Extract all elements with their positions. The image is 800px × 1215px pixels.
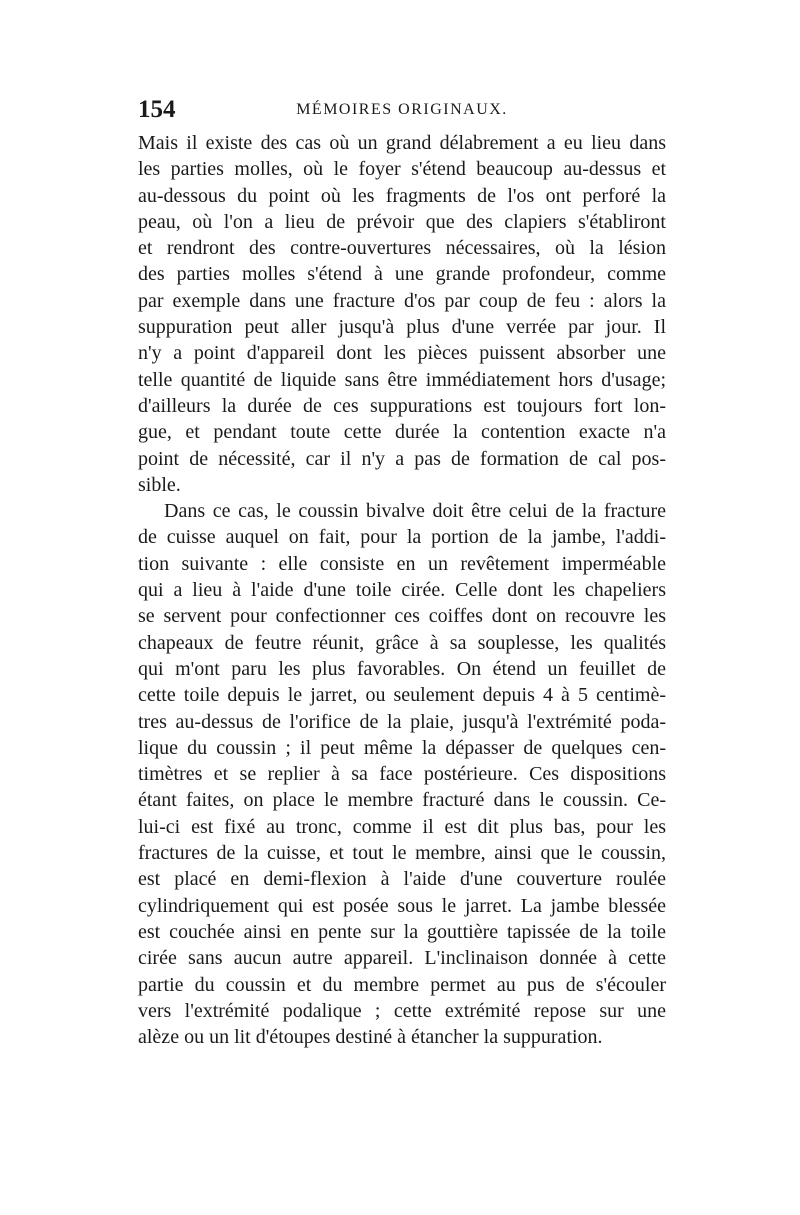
text-line: se servent pour confectionner ces coiffes dont on recouvre les bbox=[138, 605, 666, 628]
text-line: tres au-dessus de l'orifice de la plaie, jusqu'à l'extrémité poda- bbox=[138, 710, 666, 733]
text-line: cirée sans aucun autre appareil. L'inclinaison donnée à cette bbox=[138, 947, 666, 970]
text-line: lique du coussin ; il peut même la dépasser de quelques cen- bbox=[138, 736, 666, 759]
text-line: est couchée ainsi en pente sur la gouttière tapissée de la toile bbox=[138, 920, 666, 943]
text-line: les parties molles, où le foyer s'étend beaucoup au-dessus et bbox=[138, 158, 666, 181]
text-line: suppuration peut aller jusqu'à plus d'une verrée par jour. Il bbox=[138, 316, 666, 339]
text-line: gue, et pendant toute cette durée la contention exacte n'a bbox=[138, 421, 666, 444]
text-line: partie du coussin et du membre permet au pus de s'écouler bbox=[138, 973, 666, 996]
text-line: peau, où l'on a lieu de prévoir que des clapiers s'établiront bbox=[138, 210, 666, 233]
paragraph bbox=[138, 498, 666, 1050]
text-line: lui-ci est fixé au tronc, comme il est dit plus bas, pour les bbox=[138, 815, 666, 838]
text-line: fractures de la cuisse, et tout le membre, ainsi que le coussin, bbox=[138, 842, 666, 865]
text-line: au-dessous du point où les fragments de l'os ont perforé la bbox=[138, 184, 666, 207]
text-line: étant faites, on place le membre fracturé dans le coussin. Ce- bbox=[138, 789, 666, 812]
text-line: Mais il existe des cas où un grand délabrement a eu lieu dans bbox=[138, 132, 666, 154]
body-text bbox=[138, 130, 666, 1050]
text-line: de cuisse auquel on fait, pour la portion de la jambe, l'addi- bbox=[138, 526, 666, 549]
text-line: point de nécessité, car il n'y a pas de formation de cal pos- bbox=[138, 447, 666, 470]
text-line: timètres et se replier à sa face postérieure. Ces dispositions bbox=[138, 763, 666, 786]
text-line: Dans ce cas, le coussin bivalve doit être celui de la fracture bbox=[164, 500, 666, 523]
running-head bbox=[138, 96, 666, 124]
text-line: et rendront des contre-ouvertures nécessaires, où la lésion bbox=[138, 237, 666, 260]
text-line: qui a lieu à l'aide d'une toile cirée. Celle dont les chapeliers bbox=[138, 579, 666, 602]
page-number: 154 bbox=[138, 96, 176, 123]
text-line: des parties molles s'étend à une grande profondeur, comme bbox=[138, 263, 666, 286]
text-line: tion suivante : elle consiste en un revêtement imperméable bbox=[138, 552, 666, 575]
text-line: vers l'extrémité podalique ; cette extrémité repose sur une bbox=[138, 999, 666, 1022]
text-line: cette toile depuis le jarret, ou seulement depuis 4 à 5 centimè- bbox=[138, 684, 666, 707]
paragraph bbox=[138, 130, 666, 498]
running-title: MÉMOIRES ORIGINAUX. bbox=[296, 101, 508, 118]
text-line: alèze ou un lit d'étoupes destiné à étancher la suppuration. bbox=[138, 1026, 603, 1049]
text-line: chapeaux de feutre réunit, grâce à sa souplesse, les qualités bbox=[138, 631, 666, 654]
text-line: qui m'ont paru les plus favorables. On étend un feuillet de bbox=[138, 657, 666, 680]
text-line: cylindriquement qui est posée sous le jarret. La jambe blessée bbox=[138, 894, 666, 917]
text-line: par exemple dans une fracture d'os par coup de feu : alors la bbox=[138, 289, 666, 312]
text-line: est placé en demi-flexion à l'aide d'une couverture roulée bbox=[138, 868, 666, 891]
text-line: sible. bbox=[138, 473, 181, 496]
text-line: n'y a point d'appareil dont les pièces puissent absorber une bbox=[138, 342, 666, 365]
text-line: d'ailleurs la durée de ces suppurations est toujours fort lon- bbox=[138, 394, 666, 417]
text-line: telle quantité de liquide sans être immédiatement hors d'usage; bbox=[138, 368, 666, 391]
